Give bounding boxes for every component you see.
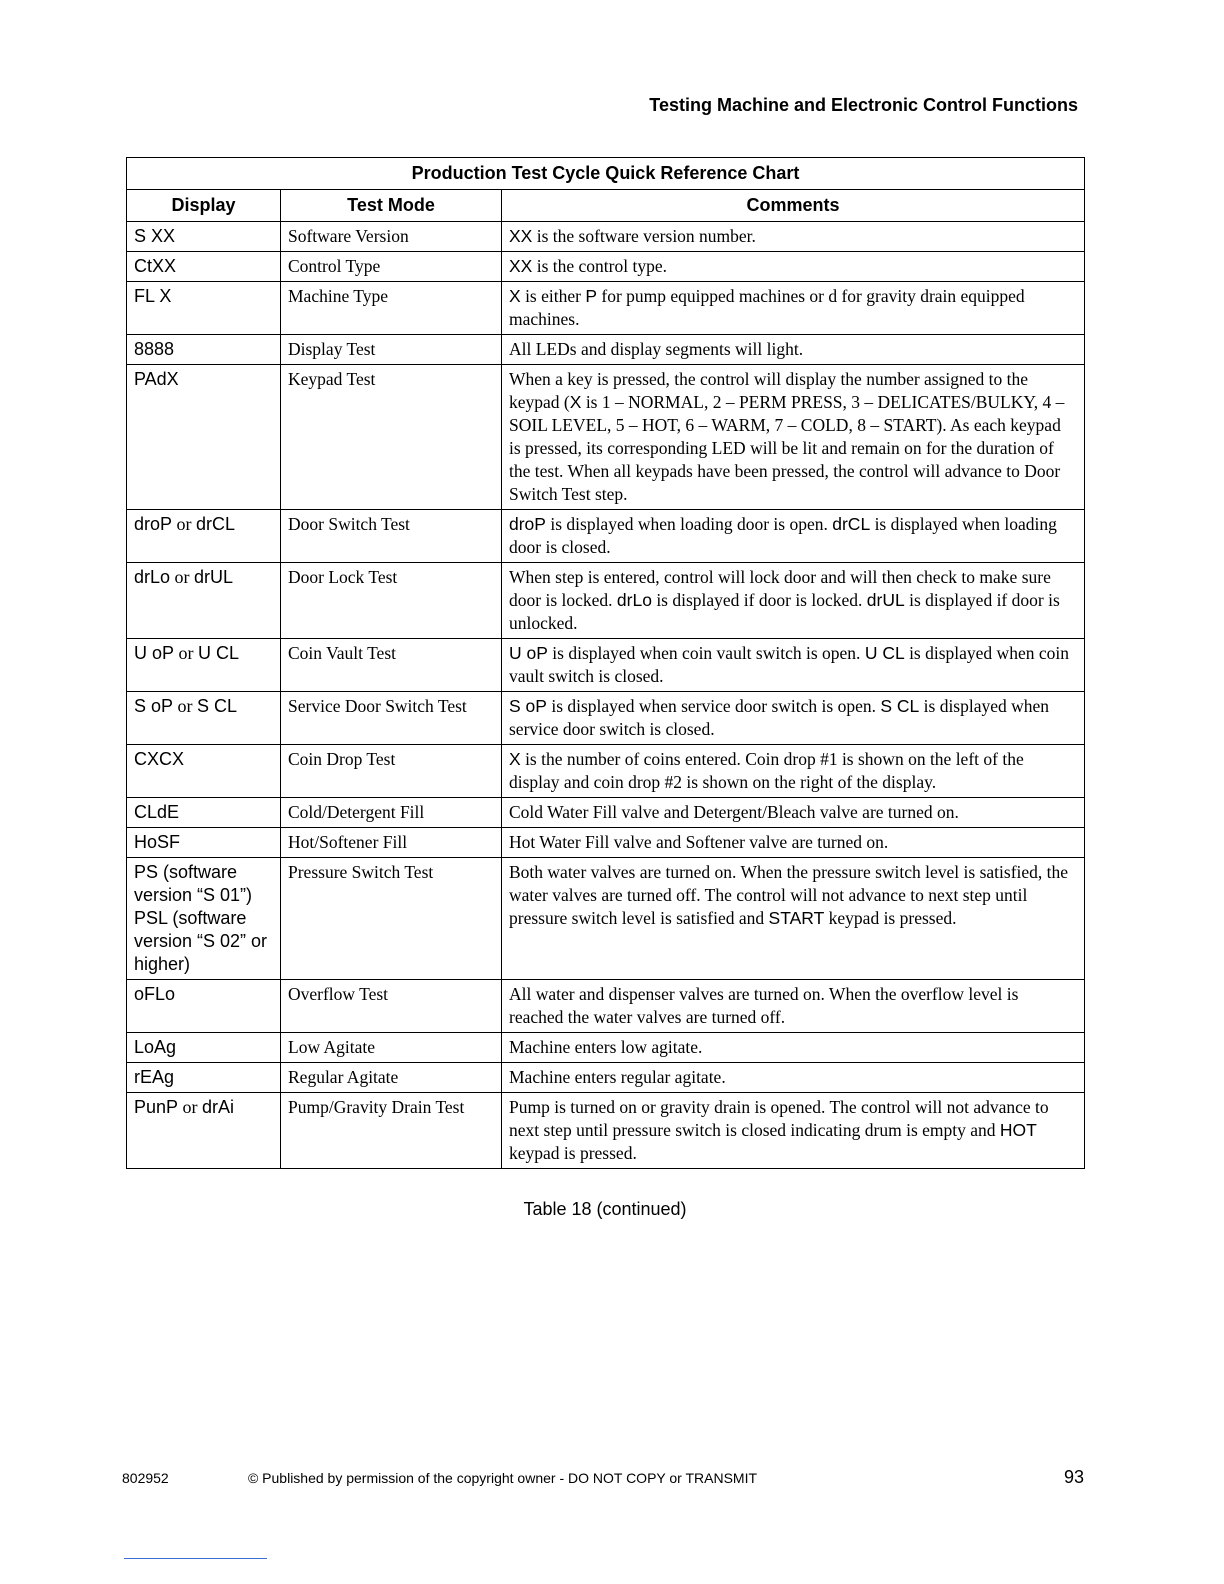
test-mode-cell: Pump/Gravity Drain Test [281, 1093, 502, 1169]
test-mode-cell: Service Door Switch Test [281, 692, 502, 745]
display-text: or [178, 1097, 203, 1117]
comments-text: Pump is turned on or gravity drain is opened. The control will not advance to next step until pressure switch is closed indicating drum is empty and [509, 1097, 1049, 1140]
table-title: Production Test Cycle Quick Reference Chart [127, 158, 1085, 190]
comments-text: All LEDs and display segments will light. [509, 339, 804, 359]
test-mode-cell: Display Test [281, 335, 502, 365]
comments-text: X [509, 286, 521, 306]
comments-text: is the control type. [532, 256, 667, 276]
display-cell [127, 639, 281, 692]
comments-cell [502, 1033, 1085, 1063]
comments-cell [502, 510, 1085, 563]
comments-text: drCL [832, 514, 871, 534]
comments-text: is displayed when loading door is closed. [509, 514, 1057, 557]
test-mode-cell: Pressure Switch Test [281, 858, 502, 980]
comments-cell [502, 745, 1085, 798]
comments-text: S CL [880, 696, 920, 716]
display-text: LoAg [134, 1037, 177, 1057]
comments-text: is 1 – NORMAL, 2 – PERM PRESS, 3 – DELICATES/BULKY, 4 – SOIL LEVEL, 5 – HOT, 6 – WARM, 7 – COLD, 8 – START). As each keypad is pressed, its corresponding LED will be lit and remain on for the duration of the test. When all keypads have been pressed, the control will advance to Door Switch Test step. [509, 392, 1065, 504]
test-mode-cell: Overflow Test [281, 980, 502, 1033]
comments-cell [502, 282, 1085, 335]
display-text: U oP [134, 643, 175, 663]
display-text: drUL [194, 567, 234, 587]
comments-cell [502, 828, 1085, 858]
comments-text: droP [509, 514, 546, 534]
comments-cell [502, 252, 1085, 282]
table-row [127, 252, 1085, 282]
display-text: PunP [134, 1097, 179, 1117]
display-cell [127, 858, 281, 980]
comments-text: drLo [616, 590, 652, 610]
page-header-title: Testing Machine and Electronic Control Functions [649, 95, 1078, 115]
comments-cell [502, 1093, 1085, 1169]
display-cell [127, 798, 281, 828]
test-mode-cell: Low Agitate [281, 1033, 502, 1063]
table-row [127, 1093, 1085, 1169]
display-cell [127, 365, 281, 510]
column-header-test-mode: Test Mode [281, 190, 502, 222]
display-text: S XX [134, 226, 176, 246]
display-cell [127, 282, 281, 335]
table-row [127, 639, 1085, 692]
test-mode-cell: Regular Agitate [281, 1063, 502, 1093]
test-mode-cell: Coin Drop Test [281, 745, 502, 798]
comments-text: for pump equipped machines or d for gravity drain equipped machines. [509, 286, 1025, 329]
comments-text: XX [509, 256, 533, 276]
document-number: 802952 [122, 1470, 169, 1486]
comments-cell [502, 335, 1085, 365]
display-text: or [174, 643, 199, 663]
comments-text: U oP [509, 643, 548, 663]
comments-text: All water and dispenser valves are turned on. When the overflow level is reached the water valves are turned off. [509, 984, 1019, 1027]
display-text: FL X [134, 286, 172, 306]
display-cell [127, 828, 281, 858]
table-title-row [127, 158, 1085, 190]
table-row [127, 798, 1085, 828]
display-cell [127, 1033, 281, 1063]
table-caption: Table 18 (continued) [523, 1199, 687, 1219]
comments-text: U CL [864, 643, 905, 663]
comments-text: X [569, 392, 582, 412]
table-row [127, 692, 1085, 745]
comments-text: P [585, 286, 598, 306]
table-row [127, 980, 1085, 1033]
display-text: CLdE [134, 802, 180, 822]
display-text: drLo [134, 567, 171, 587]
display-cell [127, 745, 281, 798]
quick-reference-table [126, 157, 1085, 1169]
comments-cell [502, 365, 1085, 510]
comments-cell [502, 798, 1085, 828]
table-row [127, 858, 1085, 980]
comments-text: HOT [999, 1120, 1037, 1140]
display-text: or [173, 696, 198, 716]
comments-text: is displayed when coin vault switch is open. [547, 643, 865, 663]
display-cell [127, 222, 281, 252]
comments-text: is either [520, 286, 586, 306]
display-text: rEAg [134, 1067, 175, 1087]
display-text: CXCX [134, 749, 185, 769]
display-cell [127, 335, 281, 365]
display-cell [127, 1063, 281, 1093]
comments-cell [502, 1063, 1085, 1093]
comments-cell [502, 563, 1085, 639]
comments-text: is displayed when service door switch is open. [546, 696, 881, 716]
test-mode-cell: Keypad Test [281, 365, 502, 510]
display-text: oFLo [134, 984, 176, 1004]
comments-cell [502, 858, 1085, 980]
table-row [127, 1063, 1085, 1093]
column-header-display: Display [127, 190, 281, 222]
display-text: PAdX [134, 369, 179, 389]
comments-text: keypad is pressed. [509, 1143, 637, 1163]
display-text: CtXX [134, 256, 177, 276]
test-mode-cell: Door Lock Test [281, 563, 502, 639]
test-mode-cell: Software Version [281, 222, 502, 252]
display-text: HoSF [134, 832, 181, 852]
column-header-comments: Comments [502, 190, 1085, 222]
comments-cell [502, 222, 1085, 252]
display-text: 8888 [134, 339, 175, 359]
test-mode-cell: Door Switch Test [281, 510, 502, 563]
table-row [127, 335, 1085, 365]
comments-cell [502, 980, 1085, 1033]
comments-text: is displayed when service door switch is closed. [509, 696, 1050, 739]
comments-text: START [768, 908, 825, 928]
page-number: 93 [1063, 1467, 1084, 1487]
display-text: or [170, 567, 195, 587]
comments-text: is displayed if door is locked. [651, 590, 867, 610]
display-cell [127, 563, 281, 639]
table-row [127, 745, 1085, 798]
display-cell [127, 980, 281, 1033]
display-cell [127, 1093, 281, 1169]
comments-text: Cold Water Fill valve and Detergent/Bleach valve are turned on. [509, 802, 959, 822]
comments-text: drUL [866, 590, 905, 610]
comments-text: X [509, 749, 521, 769]
table-body [127, 222, 1085, 1169]
comments-text: is the software version number. [532, 226, 756, 246]
display-text: S oP [134, 696, 174, 716]
table-row [127, 222, 1085, 252]
comments-text: is displayed if door is unlocked. [509, 590, 1060, 633]
display-text: PS (software version “S 01”) PSL (software version “S 02” or higher) [134, 862, 268, 974]
test-mode-cell: Hot/Softener Fill [281, 828, 502, 858]
display-cell [127, 252, 281, 282]
comments-text: is the number of coins entered. Coin drop #1 is shown on the left of the display and coin drop #2 is shown on the right of the display. [509, 749, 1024, 792]
bottom-divider [124, 1558, 267, 1559]
display-text: drAi [202, 1097, 235, 1117]
table-header-row [127, 190, 1085, 222]
display-text: S CL [197, 696, 238, 716]
display-text: droP [134, 514, 173, 534]
comments-text: Both water valves are turned on. When the pressure switch level is satisfied, the water valves are turned off. The control will not advance to next step until pressure switch level is satisfied and [509, 862, 1069, 928]
test-mode-cell: Machine Type [281, 282, 502, 335]
test-mode-cell: Cold/Detergent Fill [281, 798, 502, 828]
table-row [127, 510, 1085, 563]
test-mode-cell: Coin Vault Test [281, 639, 502, 692]
comments-cell [502, 692, 1085, 745]
display-text: or [172, 514, 197, 534]
comments-text: When a key is pressed, the control will display the number assigned to the keypad ( [509, 369, 1029, 412]
comments-text: Hot Water Fill valve and Softener valve are turned on. [509, 832, 889, 852]
comments-text: Machine enters regular agitate. [509, 1067, 726, 1087]
table-row [127, 828, 1085, 858]
comments-text: keypad is pressed. [824, 908, 957, 928]
table-row [127, 365, 1085, 510]
comments-cell [502, 639, 1085, 692]
display-text: drCL [196, 514, 236, 534]
display-cell [127, 692, 281, 745]
comments-text: is displayed when loading door is open. [545, 514, 833, 534]
comments-text: is displayed when coin vault switch is closed. [509, 643, 1069, 686]
display-text: U CL [198, 643, 240, 663]
display-cell [127, 510, 281, 563]
test-mode-cell: Control Type [281, 252, 502, 282]
comments-text: XX [509, 226, 533, 246]
comments-text: When step is entered, control will lock door and will then check to make sure door is locked. [509, 567, 1051, 610]
copyright-notice: © Published by permission of the copyright owner - DO NOT COPY or TRANSMIT [247, 1470, 758, 1486]
table-row [127, 1033, 1085, 1063]
comments-text: S oP [509, 696, 547, 716]
comments-text: Machine enters low agitate. [509, 1037, 703, 1057]
table-row [127, 282, 1085, 335]
table-row [127, 563, 1085, 639]
